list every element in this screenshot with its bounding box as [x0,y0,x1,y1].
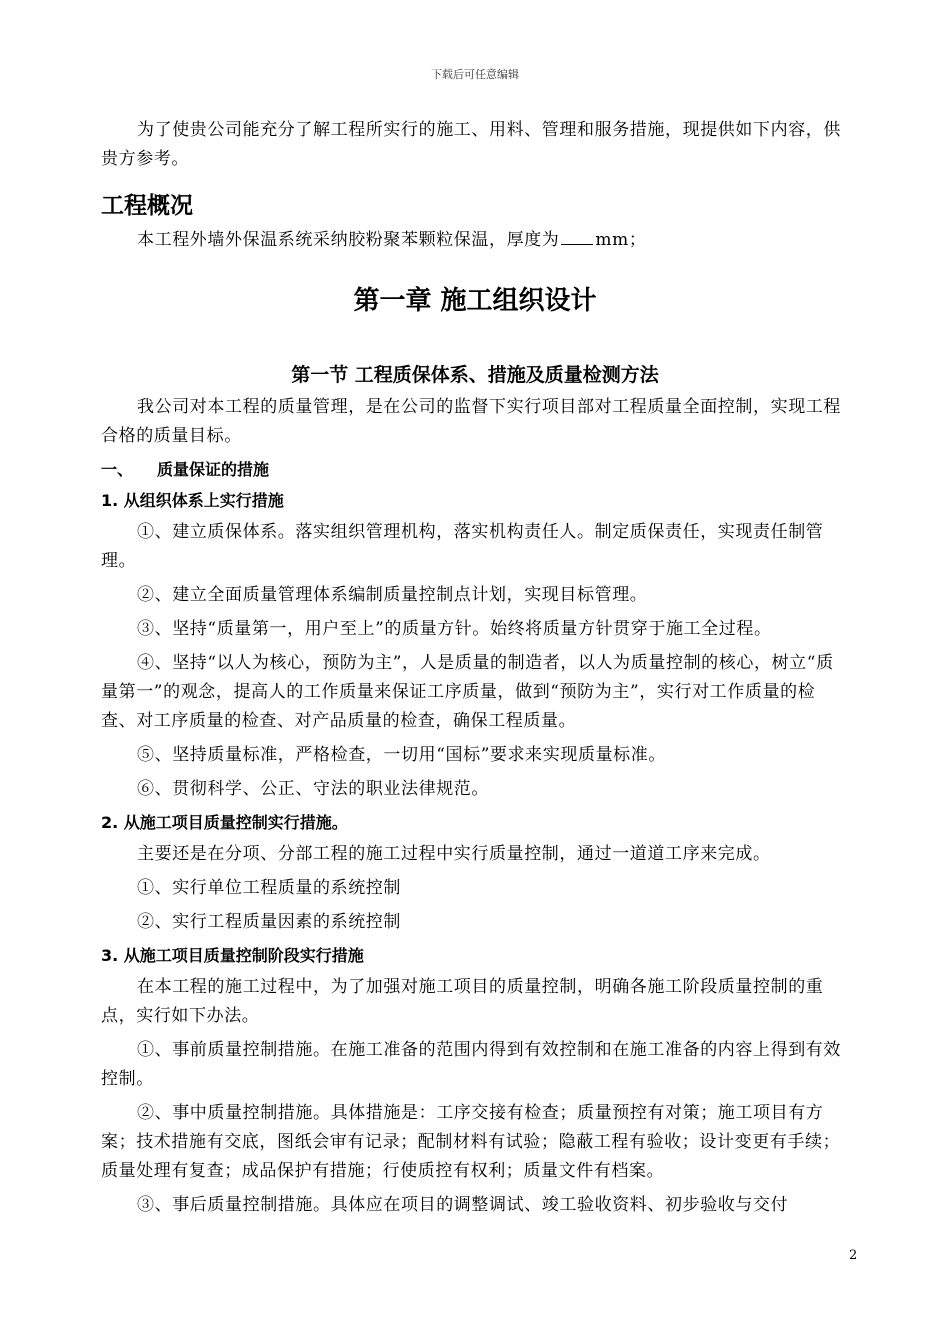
item1-paragraph: ④、坚持“以人为核心，预防为主”，人是质量的制造者，以人为质量控制的核心，树立“质量第一”的观念，提高人的工作质量来保证工序质量，做到“预防为主”，实行对工作质量的检查、对工序质量的检查、对产品质量的检查，确保工程质量。 [101,653,834,731]
part1-number: 一、 [101,460,134,479]
item3-paragraph: ③、事后质量控制措施。具体应在项目的调整调试、竣工验收资料、初步验收与交付 [137,1195,789,1215]
section-title: 第一节 工程质保体系、措施及质量检测方法 [291,364,659,386]
item3-heading: 3. 从施工项目质量控制阶段实行措施 [101,946,364,965]
header-note: 下载后可任意编辑 [431,68,519,81]
intro-paragraph: 为了使贵公司能充分了解工程所实行的施工、用料、管理和服务措施，现提供如下内容，供贵方参考。 [101,120,841,169]
item3-paragraph: ②、事中质量控制措施。具体措施是：工序交接有检查；质量预控有对策；施工项目有方案；技术措施有交底，图纸会审有记录；配制材料有试验；隐蔽工程有验收；设计变更有手续；质量处理有复查；成品保护有措施；行使质控有权利；质量文件有档案。 [101,1103,841,1181]
item2-paragraph: ②、实行工程质量因素的系统控制 [137,912,401,932]
item2-paragraph: ①、实行单位工程质量的系统控制 [137,878,401,898]
overview-paragraph [101,226,849,255]
section-intro: 我公司对本工程的质量管理，是在公司的监督下实行项目部对工程质量全面控制，实现工程合格的质量目标。 [101,397,841,446]
page-number: 2 [849,1248,858,1263]
item1-paragraph: ⑤、坚持质量标准，严格检查，一切用“国标”要求来实现质量标准。 [137,745,666,765]
item1-heading: 1. 从组织体系上实行措施 [101,491,284,510]
item1-paragraph: ③、坚持“质量第一，用户至上”的质量方针。始终将质量方针贯穿于施工全过程。 [137,619,772,639]
item1-paragraph: ⑥、贯彻科学、公正、守法的职业法律规范。 [137,779,489,799]
item2-heading: 2. 从施工项目质量控制实行措施。 [101,813,348,832]
thickness-blank [561,227,593,245]
item1-paragraph: ②、建立全面质量管理体系编制质量控制点计划，实现目标管理。 [137,585,648,605]
part1-title: 质量保证的措施 [157,460,270,479]
item1-paragraph: ①、建立质保体系。落实组织管理机构，落实机构责任人。制定质保责任，实现责任制管理。 [101,522,824,571]
item3-paragraph: ①、事前质量控制措施。在施工准备的范围内得到有效控制和在施工准备的内容上得到有效控制。 [101,1040,841,1089]
document-body [101,116,849,1225]
item2-paragraph: 主要还是在分项、分部工程的施工过程中实行质量控制，通过一道道工序来完成。 [137,844,771,864]
item3-paragraph: 在本工程的施工过程中，为了加强对施工项目的质量控制，明确各施工阶段质量控制的重点，实行如下办法。 [101,977,824,1026]
overview-unit: mm； [595,230,647,250]
overview-title: 工程概况 [101,193,193,219]
overview-text: 本工程外墙外保温系统采纳胶粉聚苯颗粒保温，厚度为 [137,230,560,250]
part1-heading [101,456,849,484]
chapter-title: 第一章 施工组织设计 [353,286,597,316]
